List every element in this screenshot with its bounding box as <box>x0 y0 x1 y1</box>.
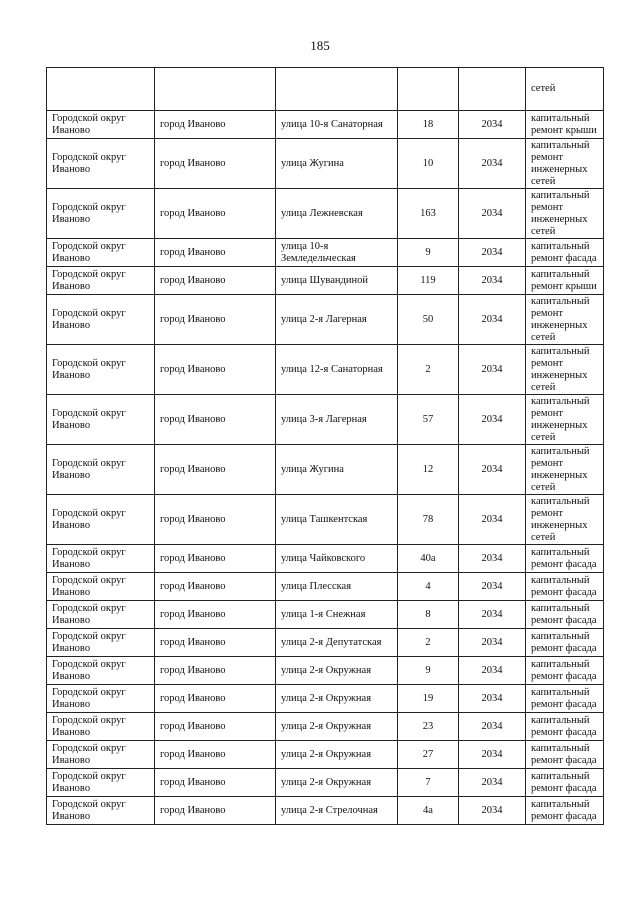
cell-okrug: Городской округ Иваново <box>47 239 155 267</box>
cell-house: 4а <box>398 797 459 825</box>
cell-work: капитальный ремонт фасада <box>526 713 604 741</box>
cell-house: 78 <box>398 495 459 545</box>
table-row <box>47 345 604 395</box>
cell-city: город Иваново <box>155 797 276 825</box>
cell-city: город Иваново <box>155 545 276 573</box>
table-row <box>47 111 604 139</box>
cell-work: сетей <box>526 68 604 111</box>
cell-year: 2034 <box>459 189 526 239</box>
cell-work: капитальный ремонт инженерных сетей <box>526 189 604 239</box>
cell-street: улица 10-я Земледельческая <box>276 239 398 267</box>
cell-year: 2034 <box>459 573 526 601</box>
cell-work: капитальный ремонт инженерных сетей <box>526 445 604 495</box>
cell-city: город Иваново <box>155 629 276 657</box>
cell-work: капитальный ремонт фасада <box>526 239 604 267</box>
cell-work: капитальный ремонт инженерных сетей <box>526 345 604 395</box>
cell-street: улица 2-я Стрелочная <box>276 797 398 825</box>
table-row <box>47 797 604 825</box>
cell-okrug: Городской округ Иваново <box>47 267 155 295</box>
cell-street: улица Шувандиной <box>276 267 398 295</box>
cell-okrug: Городской округ Иваново <box>47 657 155 685</box>
cell-year: 2034 <box>459 395 526 445</box>
cell-house: 9 <box>398 657 459 685</box>
cell-year: 2034 <box>459 445 526 495</box>
cell-house: 119 <box>398 267 459 295</box>
cell-house: 57 <box>398 395 459 445</box>
cell-okrug: Городской округ Иваново <box>47 769 155 797</box>
cell-okrug: Городской округ Иваново <box>47 797 155 825</box>
cell-year: 2034 <box>459 601 526 629</box>
cell-street: улица 2-я Окружная <box>276 741 398 769</box>
cell-house: 19 <box>398 685 459 713</box>
table-row <box>47 295 604 345</box>
cell-year: 2034 <box>459 629 526 657</box>
cell-city: город Иваново <box>155 139 276 189</box>
cell-city <box>155 68 276 111</box>
cell-okrug: Городской округ Иваново <box>47 545 155 573</box>
cell-street: улица 2-я Окружная <box>276 713 398 741</box>
cell-street: улица Плесская <box>276 573 398 601</box>
cell-street: улица Ташкентская <box>276 495 398 545</box>
cell-year: 2034 <box>459 345 526 395</box>
cell-city: город Иваново <box>155 685 276 713</box>
cell-okrug: Городской округ Иваново <box>47 345 155 395</box>
cell-house: 163 <box>398 189 459 239</box>
cell-house: 12 <box>398 445 459 495</box>
cell-street: улица 12-я Санаторная <box>276 345 398 395</box>
table-row <box>47 629 604 657</box>
cell-year: 2034 <box>459 495 526 545</box>
table-row <box>47 445 604 495</box>
cell-year: 2034 <box>459 267 526 295</box>
repair-schedule-table <box>46 67 604 825</box>
cell-okrug <box>47 68 155 111</box>
cell-work: капитальный ремонт фасада <box>526 797 604 825</box>
cell-work: капитальный ремонт инженерных сетей <box>526 495 604 545</box>
cell-house: 40а <box>398 545 459 573</box>
cell-city: город Иваново <box>155 445 276 495</box>
cell-street: улица 2-я Окружная <box>276 657 398 685</box>
cell-year: 2034 <box>459 545 526 573</box>
cell-house: 18 <box>398 111 459 139</box>
cell-work: капитальный ремонт крыши <box>526 111 604 139</box>
cell-house <box>398 68 459 111</box>
cell-work: капитальный ремонт фасада <box>526 545 604 573</box>
cell-street <box>276 68 398 111</box>
cell-okrug: Городской округ Иваново <box>47 139 155 189</box>
cell-okrug: Городской округ Иваново <box>47 395 155 445</box>
table-row <box>47 239 604 267</box>
cell-work: капитальный ремонт крыши <box>526 267 604 295</box>
cell-house: 7 <box>398 769 459 797</box>
cell-year: 2034 <box>459 685 526 713</box>
table-row <box>47 657 604 685</box>
cell-okrug: Городской округ Иваново <box>47 601 155 629</box>
table-row <box>47 267 604 295</box>
table-row <box>47 769 604 797</box>
cell-work: капитальный ремонт фасада <box>526 685 604 713</box>
cell-work: капитальный ремонт инженерных сетей <box>526 139 604 189</box>
cell-year: 2034 <box>459 657 526 685</box>
table-row <box>47 685 604 713</box>
cell-street: улица Жугина <box>276 139 398 189</box>
cell-street: улица Лежневская <box>276 189 398 239</box>
cell-work: капитальный ремонт фасада <box>526 629 604 657</box>
table-row-carryover <box>47 68 604 111</box>
cell-street: улица Жугина <box>276 445 398 495</box>
cell-work: капитальный ремонт фасада <box>526 601 604 629</box>
cell-city: город Иваново <box>155 657 276 685</box>
cell-okrug: Городской округ Иваново <box>47 713 155 741</box>
cell-okrug: Городской округ Иваново <box>47 741 155 769</box>
cell-city: город Иваново <box>155 741 276 769</box>
cell-house: 8 <box>398 601 459 629</box>
cell-house: 23 <box>398 713 459 741</box>
page-number: 185 <box>310 38 330 53</box>
cell-city: город Иваново <box>155 395 276 445</box>
cell-house: 9 <box>398 239 459 267</box>
cell-street: улица Чайковского <box>276 545 398 573</box>
cell-okrug: Городской округ Иваново <box>47 573 155 601</box>
table-row <box>47 139 604 189</box>
cell-year: 2034 <box>459 713 526 741</box>
cell-year: 2034 <box>459 769 526 797</box>
cell-street: улица 3-я Лагерная <box>276 395 398 445</box>
cell-city: город Иваново <box>155 295 276 345</box>
table-row <box>47 601 604 629</box>
cell-work: капитальный ремонт фасада <box>526 741 604 769</box>
cell-street: улица 2-я Депутатская <box>276 629 398 657</box>
cell-city: город Иваново <box>155 267 276 295</box>
cell-okrug: Городской округ Иваново <box>47 111 155 139</box>
cell-house: 4 <box>398 573 459 601</box>
cell-year: 2034 <box>459 797 526 825</box>
cell-okrug: Городской округ Иваново <box>47 189 155 239</box>
cell-year <box>459 68 526 111</box>
cell-okrug: Городской округ Иваново <box>47 445 155 495</box>
cell-city: город Иваново <box>155 713 276 741</box>
cell-city: город Иваново <box>155 345 276 395</box>
table-row <box>47 573 604 601</box>
cell-work: капитальный ремонт инженерных сетей <box>526 395 604 445</box>
cell-okrug: Городской округ Иваново <box>47 495 155 545</box>
cell-house: 27 <box>398 741 459 769</box>
cell-street: улица 2-я Лагерная <box>276 295 398 345</box>
cell-house: 10 <box>398 139 459 189</box>
cell-okrug: Городской округ Иваново <box>47 629 155 657</box>
cell-okrug: Городской округ Иваново <box>47 295 155 345</box>
cell-city: город Иваново <box>155 189 276 239</box>
cell-city: город Иваново <box>155 601 276 629</box>
cell-work: капитальный ремонт фасада <box>526 657 604 685</box>
cell-work: капитальный ремонт фасада <box>526 769 604 797</box>
table-row <box>47 741 604 769</box>
cell-year: 2034 <box>459 239 526 267</box>
table-row <box>47 713 604 741</box>
cell-city: город Иваново <box>155 573 276 601</box>
table-row <box>47 495 604 545</box>
cell-house: 50 <box>398 295 459 345</box>
cell-work: капитальный ремонт инженерных сетей <box>526 295 604 345</box>
cell-city: город Иваново <box>155 239 276 267</box>
cell-street: улица 10-я Санаторная <box>276 111 398 139</box>
cell-street: улица 2-я Окружная <box>276 685 398 713</box>
cell-year: 2034 <box>459 295 526 345</box>
cell-work: капитальный ремонт фасада <box>526 573 604 601</box>
cell-street: улица 1-я Снежная <box>276 601 398 629</box>
cell-year: 2034 <box>459 741 526 769</box>
cell-house: 2 <box>398 629 459 657</box>
cell-house: 2 <box>398 345 459 395</box>
table-row <box>47 545 604 573</box>
cell-okrug: Городской округ Иваново <box>47 685 155 713</box>
cell-city: город Иваново <box>155 769 276 797</box>
cell-city: город Иваново <box>155 495 276 545</box>
cell-year: 2034 <box>459 139 526 189</box>
cell-year: 2034 <box>459 111 526 139</box>
cell-street: улица 2-я Окружная <box>276 769 398 797</box>
table-row <box>47 395 604 445</box>
cell-city: город Иваново <box>155 111 276 139</box>
table-row <box>47 189 604 239</box>
